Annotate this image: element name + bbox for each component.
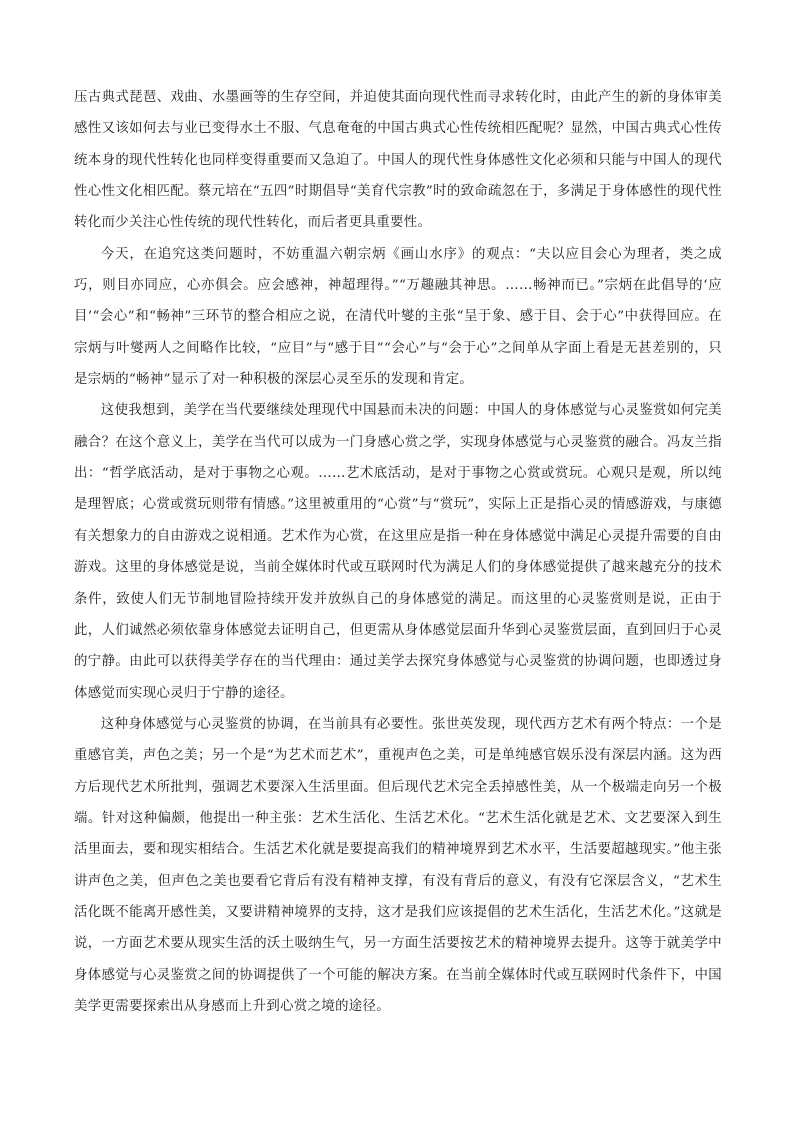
article-body (74, 82, 722, 1022)
paragraph-2: 今天，在追究这类问题时，不妨重温六朝宗炳《画山水序》的观点：“夫以应目会心为理者，类之成巧，则目亦同应，心亦俱会。应会感神，神超理得。”“万趣融其神思。……畅神而已。”宗炳在此倡导的‘应目’“会心”和“畅神”三环节的整合相应之说，在清代叶燮的主张“呈于象、感于目、会于心”中获得回应。在宗炳与叶燮两人之间略作比较，“应目”与“感于目”“会心”与“会于心”之间单从字面上看是无甚差别的，只是宗炳的“畅神”显示了对一种积极的深层心灵至乐的发现和肯定。 (74, 246, 722, 388)
paragraph-4: 这种身体感觉与心灵鉴赏的协调，在当前具有必要性。张世英发现，现代西方艺术有两个特点：一个是重感官美，声色之美；另一个是“为艺术而艺术”，重视声色之美，可是单纯感官娱乐没有深层内涵。这为西方后现代艺术所批判，强调艺术要深入生活里面。但后现代艺术完全丢掉感性美，从一个极端走向另一个极端。针对这种偏颇，他提出一种主张：艺术生活化、生活艺术化。“艺术生活化就是艺术、文艺要深入到生活里面去，要和现实相结合。生活艺术化就是要提高我们的精神境界到艺术水平，生活要超越现实。”他主张讲声色之美，但声色之美也要看它背后有没有精神支撑，有没有背后的意义，有没有它深层含义，“艺术生活化既不能离开感性美，又要讲精神境界的支持，这才是我们应该提倡的艺术生活化，生活艺术化。”这就是说，一方面艺术要从现实生活的沃土吸纳生气，另一方面生活要按艺术的精神境界去提升。这等于就美学中身体感觉与心灵鉴赏之间的协调提供了一个可能的解决方案。在当前全媒体时代或互联网时代条件下，中国美学更需要探索出从身感而上升到心赏之境的途径。 (74, 716, 722, 1014)
paragraph-1: 压古典式琵琶、戏曲、水墨画等的生存空间，并迫使其面向现代性而寻求转化时，由此产生的新的身体审美感性又该如何去与业已变得水土不服、气息奄奄的中国古典式心性传统相匹配呢？显然，中国古典式心性传统本身的现代性转化也同样变得重要而又急迫了。中国人的现代性身体感性文化必须和只能与中国人的现代性心性文化相匹配。蔡元培在“五四”时期倡导“美育代宗教”时的致命疏忽在于，多满足于身体感性的现代性转化而少关注心性传统的现代性转化，而后者更具重要性。 (74, 90, 722, 231)
paragraph-3: 这使我想到，美学在当代要继续处理现代中国悬而未决的问题：中国人的身体感觉与心灵鉴赏如何完美融合？在这个意义上，美学在当代可以成为一门身感心赏之学，实现身体感觉与心灵鉴赏的融合。冯友兰指出：“哲学底活动，是对于事物之心观。……艺术底活动，是对于事物之心赏或赏玩。心观只是观，所以纯是理智底；心赏或赏玩则带有情感。”这里被重用的“心赏”与“赏玩”，实际上正是指心灵的情感游戏，与康德有关想象力的自由游戏之说相通。艺术作为心赏，在这里应是指一种在身体感觉中满足心灵提升需要的自由游戏。这里的身体感觉是说，当前全媒体时代或互联网时代为满足人们的身体感觉提供了越来越充分的技术条件，致使人们无节制地冒险持续开发并放纵自己的身体感觉的满足。而这里的心灵鉴赏则是说，正由于此，人们诚然必须依靠身体感觉去证明自己，但更需从身体感觉层面升华到心灵鉴赏层面，直到回归于心灵的宁静。由此可以获得美学存在的当代理由：通过美学去探究身体感觉与心灵鉴赏的协调问题，也即透过身体感觉而实现心灵归于宁静的途径。 (74, 403, 722, 701)
